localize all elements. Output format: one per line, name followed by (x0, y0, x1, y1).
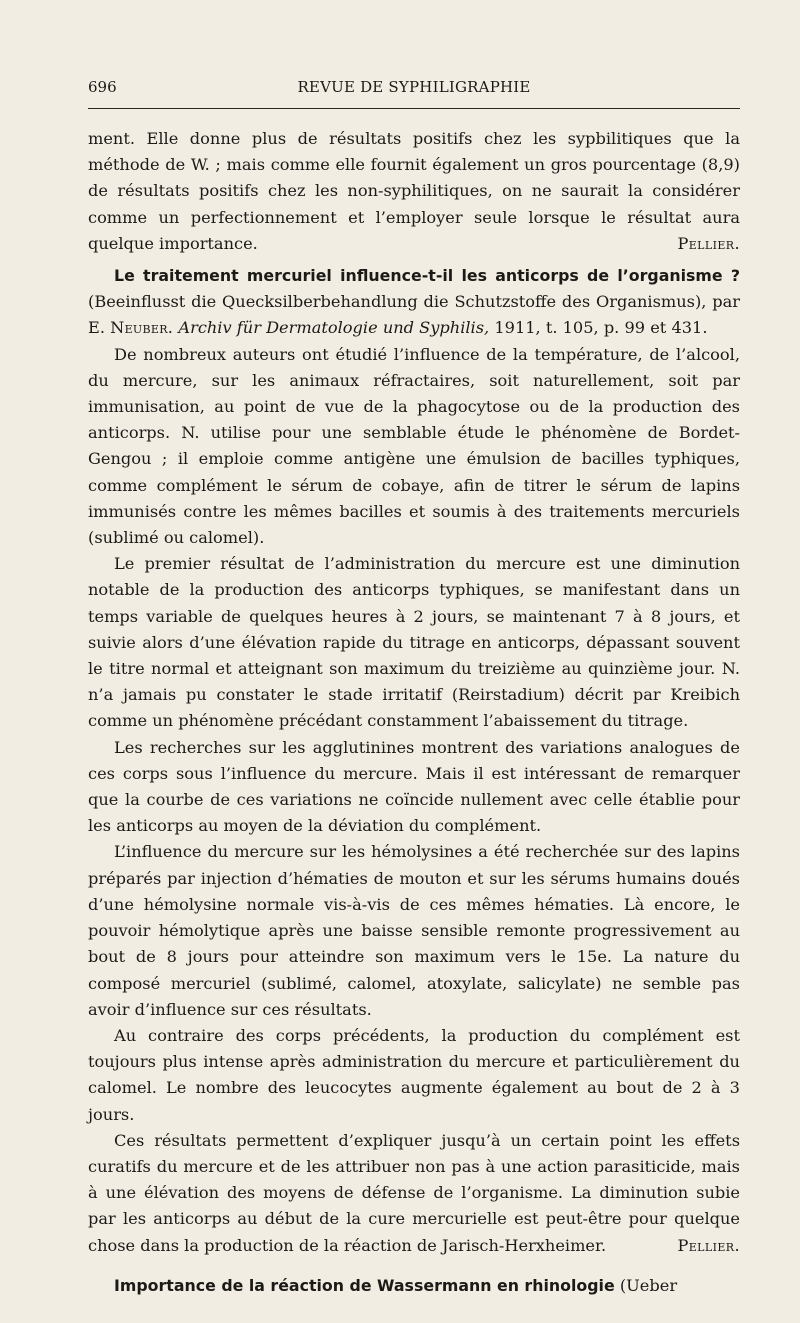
paragraph-text: Ces résultats permettent d’expliquer jusqu’à un certain point les effets curatifs du mercure et de les attribuer non pas à une action parasiticide, mais à une élévation des moyens de défense de l’organisme. La diminution subie par les anticorps au début de la cure mercurielle est peut-être pour quelque chose dans la production de la réaction de Jarisch-Herxheimer. (88, 1130, 740, 1255)
running-title: REVUE DE SYPHILIGRAPHIE (297, 78, 531, 96)
journal-title: Archiv für Dermatologie und Syphilis, (178, 318, 490, 338)
page-body (88, 126, 740, 1299)
article-title: Importance de la réaction de Wassermann en rhinologie (114, 1275, 615, 1295)
paragraph (88, 1128, 740, 1259)
article-heading (88, 263, 740, 342)
signature: Pellier. (677, 1235, 740, 1255)
article-heading (88, 1273, 740, 1299)
paragraph: Le premier résultat de l’administration du mercure est une diminution notable de la production des anticorps typhiques, se manifestant dans un temps variable de quelques heures à 2 jours, se maintenant 7 à 8 jours, et suivie alors d’une élévation rapide du titrage en anticorps, dépassant souvent le titre normal et atteignant son maximum du treizième au quinzième jour. N. n’a jamais pu constater le stade irritatif (Reirstadium) décrit par Kreibich comme un phénomène précédant constamment l’abaissement du titrage. (88, 554, 740, 731)
signature: Pellier. (677, 233, 740, 253)
paragraph: Au contraire des corps précédents, la production du complément est toujours plus intense après administration du mercure et particulièrement du calomel. Le nombre des leucocytes augmente également au bout de 2 à 3 jours. (88, 1025, 740, 1124)
paragraph: De nombreux auteurs ont étudié l’influence de la température, de l’alcool, du mercure, sur les animaux réfractaires, soit naturellement, soit par immunisation, au point de vue de la phagocytose ou de la production des anticorps. N. utilise pour une semblable étude le phénomène de Bordet-Gengou ; il emploie comme antigène une émulsion de bacilles typhiques, comme complément le sérum de cobaye, afin de titrer le sérum de lapins immunisés contre les mêmes bacilles et soumis à des traitements mercuriels (sublimé ou calomel). (88, 344, 740, 548)
article-author: Neuber. (110, 318, 174, 338)
article-reference: (Ueber (619, 1275, 678, 1295)
page-number: 696 (88, 78, 117, 96)
article-reference: (Beeinflusst die Quecksilberbehandlung die Schutzstoffe des Organismus), par E. (88, 292, 740, 338)
paragraph-text: ment. Elle donne plus de résultats positifs chez les sypbilitiques que la méthode de W. ; mais comme elle fournit également un gros pourcentage (8,9) de résultats positifs chez les non-syphilitiques, on ne saurait la considérer comme un perfectionnement et l’employer seule lorsque le résultat aura quelque importance. (88, 129, 740, 253)
header-rule (88, 108, 740, 109)
article-citation: 1911, t. 105, p. 99 et 431. (494, 318, 708, 338)
paragraph: L’influence du mercure sur les hémolysines a été recherchée sur des lapins préparés par injection d’hématies de mouton et sur les sérums humains doués d’une hémolysine normale vis-à-vis de ces mêmes hématies. Là encore, le pouvoir hémolytique après une baisse sensible remonte progressivement au bout de 8 jours pour atteindre son maximum vers le 15e. La nature du composé mercuriel (sublimé, calomel, atoxylate, salicylate) ne semble pas avoir d’influence sur ces résultats. (88, 842, 740, 1019)
paragraph: Les recherches sur les agglutinines montrent des variations analogues de ces corps sous l’influence du mercure. Mais il est intéressant de remarquer que la courbe de ces variations ne coïncide nullement avec celle établie pour les anticorps au moyen de la déviation du complément. (88, 737, 740, 836)
article-title: Le traitement mercuriel influence-t-il les anticorps de l’organisme ? (114, 266, 740, 286)
paragraph-continuation (88, 126, 740, 257)
running-header (88, 78, 740, 106)
